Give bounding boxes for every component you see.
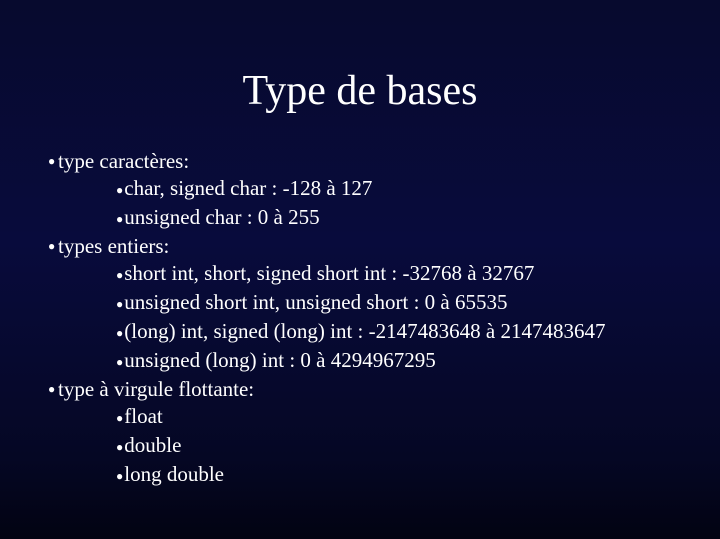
list-item-text: char, signed char : -128 à 127	[124, 176, 373, 200]
bullet-icon: ●	[48, 239, 56, 253]
list-item	[50, 260, 710, 289]
list-item-text: (long) int, signed (long) int : -2147483648 à 2147483647	[124, 319, 606, 343]
bullet-icon: ●	[48, 154, 56, 168]
list-item-text: double	[124, 433, 182, 457]
list-item-text: unsigned (long) int : 0 à 4294967295	[124, 348, 436, 372]
list-item-text: long double	[124, 462, 224, 486]
bullet-icon: ●	[116, 411, 124, 425]
bullet-list	[50, 148, 710, 490]
list-item	[50, 318, 710, 347]
list-item	[50, 376, 710, 403]
bullet-icon: ●	[116, 183, 124, 197]
list-item	[50, 347, 710, 376]
list-item-text: unsigned char : 0 à 255	[124, 205, 320, 229]
list-item-text: float	[124, 404, 163, 428]
list-item	[50, 403, 710, 432]
bullet-icon: ●	[116, 297, 124, 311]
slide-title: Type de bases	[242, 68, 478, 114]
bullet-icon: ●	[116, 212, 124, 226]
list-item-text: unsigned short int, unsigned short : 0 à 65535	[124, 290, 508, 314]
list-item	[50, 175, 710, 204]
list-item-text: type à virgule flottante:	[58, 377, 255, 401]
list-item	[50, 148, 710, 175]
list-item	[50, 432, 710, 461]
list-item-text: short int, short, signed short int : -32768 à 32767	[124, 261, 535, 285]
bullet-icon: ●	[48, 382, 56, 396]
list-item	[50, 204, 710, 233]
list-item	[50, 289, 710, 318]
list-item-text: types entiers:	[58, 234, 170, 258]
bullet-icon: ●	[116, 355, 124, 369]
list-item	[50, 461, 710, 490]
bullet-icon: ●	[116, 469, 124, 483]
bullet-icon: ●	[116, 326, 124, 340]
list-item-text: type caractères:	[58, 149, 190, 173]
list-item	[50, 233, 710, 260]
bullet-icon: ●	[116, 268, 124, 282]
bullet-icon: ●	[116, 440, 124, 454]
